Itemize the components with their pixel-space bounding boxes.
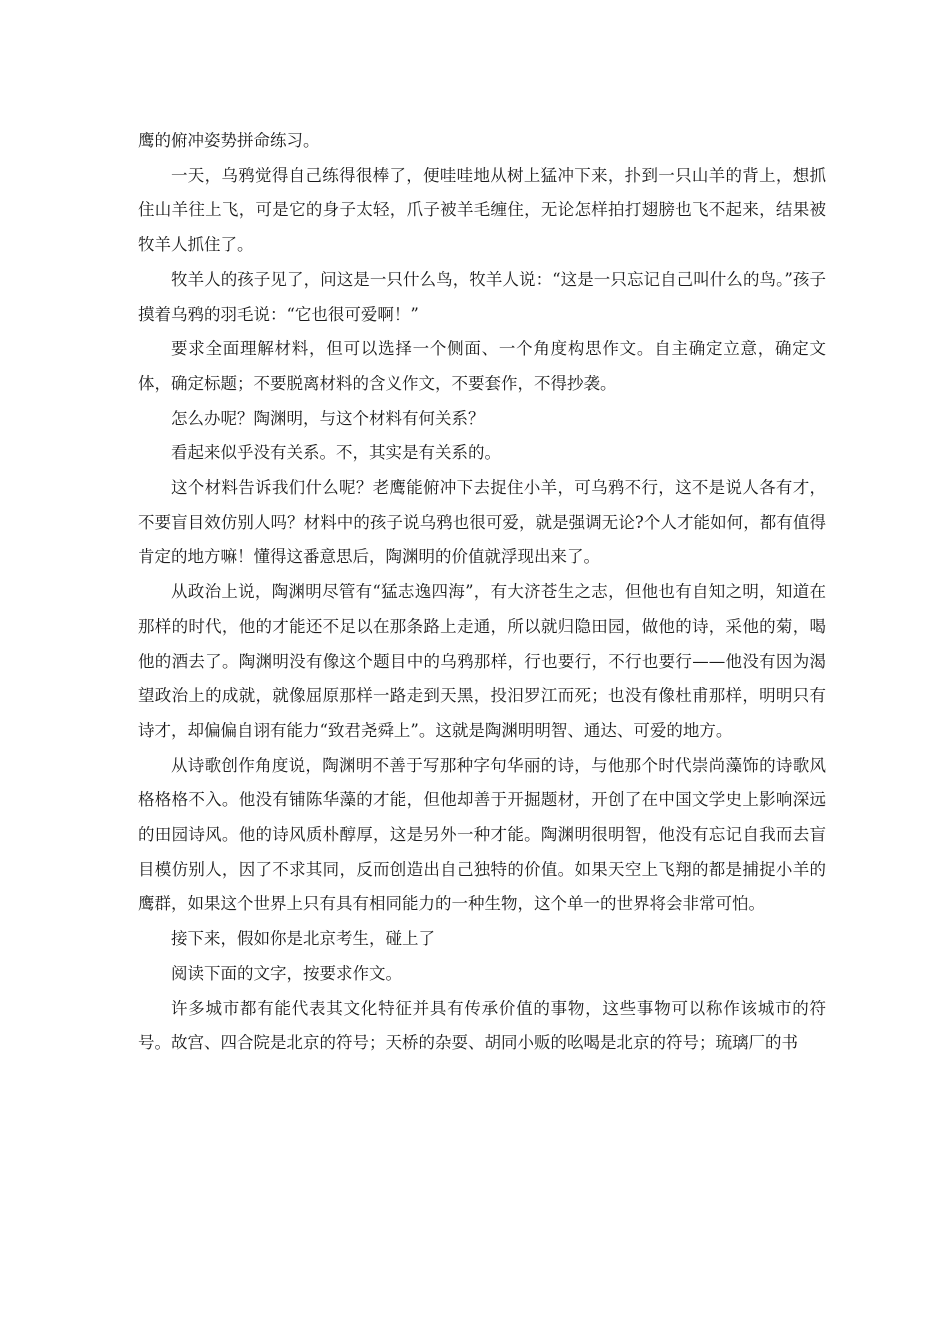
paragraph-crow-attempt: 一天，乌鸦觉得自己练得很棒了，便哇哇地从树上猛冲下来，扑到一只山羊的背上，想抓住山羊往上飞，可是它的身子太轻，爪子被羊毛缠住，无论怎样拍打翅膀也飞不起来，结果被牧羊人抓住了。 [138, 165, 826, 255]
paragraph-continuation: 鹰的俯冲姿势拼命练习。 [138, 131, 320, 150]
paragraph-poetry: 从诗歌创作角度说，陶渊明不善于写那种字句华丽的诗，与他那个时代崇尚藻饰的诗歌风格格格不入。他没有铺陈华藻的才能，但他却善于开掘题材，开创了在中国文学史上影响深远的田园诗风。他的诗风质朴醇厚，这是另外一种才能。陶渊明很明智，他没有忘记自我而去盲目模仿别人，因了不求其同，反而创造出自己独特的价值。如果天空上飞翔的都是捕捉小羊的鹰群，如果这个世界上只有具有相同能力的一种生物，这个单一的世界将会非常可怕。 [138, 755, 826, 914]
paragraph-politics: 从政治上说，陶渊明尽管有“猛志逸四海”，有大济苍生之志，但他也有自知之明，知道在那样的时代，他的才能还不足以在那条路上走通，所以就归隐田园，做他的诗，采他的菊，喝他的酒去了。陶渊明没有像这个题目中的乌鸦那样，行也要行，不行也要行——他没有因为渴望政治上的成就，就像屈原那样一路走到天黑，投汨罗江而死；也没有像杜甫那样，明明只有诗才，却偏偏自诩有能力“致君尧舜上”。这就是陶渊明明智、通达、可爱的地方。 [138, 582, 826, 740]
paragraph-material-meaning: 这个材料告诉我们什么呢？老鹰能俯冲下去捉住小羊，可乌鸦不行，这不是说人各有才，不要盲目效仿别人吗？材料中的孩子说乌鸦也很可爱，就是强调无论?个人才能如何，都有值得肯定的地方嘛！懂得这番意思后，陶渊明的价值就浮现出来了。 [138, 478, 826, 567]
paragraph-answer: 看起来似乎没有关系。不，其实是有关系的。 [171, 443, 501, 463]
paragraph-beijing-intro: 接下来，假如你是北京考生，碰上了 [171, 929, 435, 949]
paragraph-prompt-instruction: 阅读下面的文字，按要求作文。 [171, 963, 402, 983]
paragraph-city-symbols: 许多城市都有能代表其文化特征并具有传承价值的事物，这些事物可以称作该城市的符号。故宫、四合院是北京的符号；天桥的杂耍、胡同小贩的吆喝是北京的符号；琉璃厂的书 [138, 998, 826, 1053]
paragraph-question: 怎么办呢？陶渊明，与这个材料有何关系？ [171, 408, 485, 428]
paragraph-shepherd-child: 牧羊人的孩子见了，问这是一只什么鸟，牧羊人说：“这是一只忘记自己叫什么的鸟。”孩子摸着乌鸦的羽毛说：“它也很可爱啊！” [138, 269, 826, 324]
body-text [138, 124, 826, 1061]
paragraph-requirements: 要求全面理解材料，但可以选择一个侧面、一个角度构思作文。自主确定立意，确定文体，确定标题；不要脱离材料的含义作文，不要套作，不得抄袭。 [138, 339, 826, 393]
